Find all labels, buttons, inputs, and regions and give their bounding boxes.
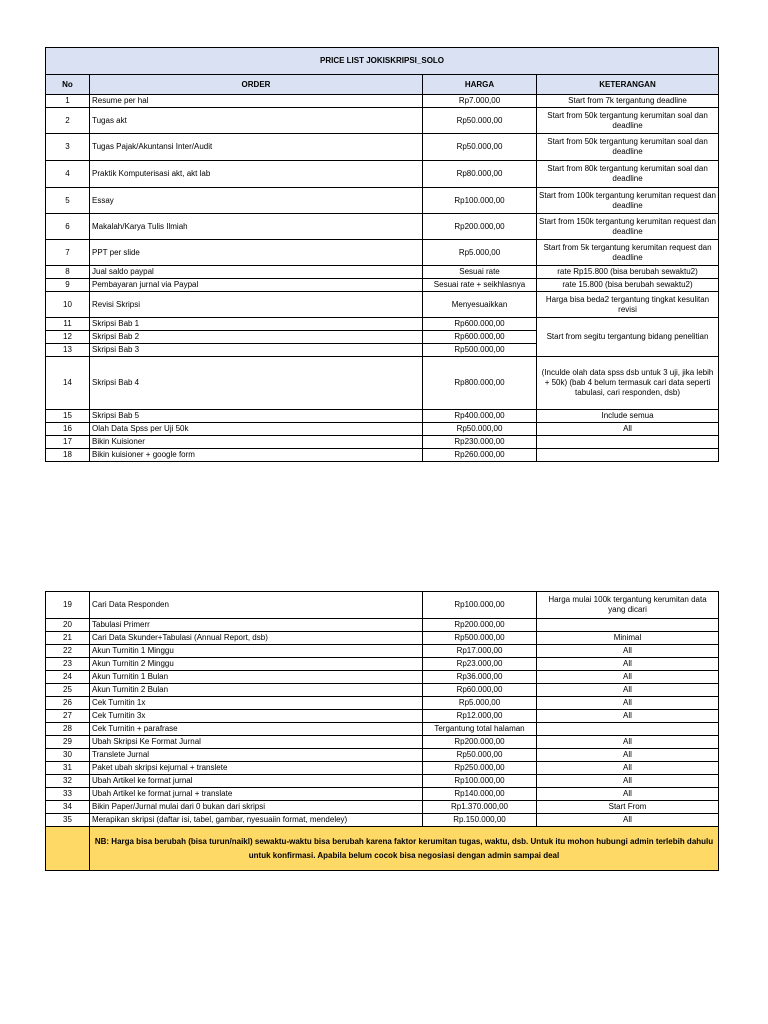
table-row (46, 632, 719, 645)
harga-cell: Rp12.000,00 (423, 710, 537, 723)
harga-cell: Rp5.000,00 (423, 697, 537, 710)
order-cell: Bikin Paper/Jurnal mulai dari 0 bukan dari skripsi (90, 801, 423, 814)
row-number: 14 (46, 357, 90, 410)
keterangan-cell: All (537, 749, 719, 762)
keterangan-cell: rate 15.800 (bisa berubah sewaktu2) (537, 279, 719, 292)
table-row (46, 801, 719, 814)
harga-cell: Rp600.000,00 (423, 331, 537, 344)
row-number: 20 (46, 619, 90, 632)
order-cell: Cari Data Skunder+Tabulasi (Annual Report, dsb) (90, 632, 423, 645)
row-number: 32 (46, 775, 90, 788)
harga-cell: Menyesuaikkan (423, 292, 537, 318)
row-number: 27 (46, 710, 90, 723)
order-cell: Tugas Pajak/Akuntansi Inter/Audit (90, 134, 423, 161)
harga-cell: Rp.150.000,00 (423, 814, 537, 827)
table-row (46, 449, 719, 462)
order-cell: Merapikan skripsi (daftar isi, tabel, gambar, nyesuaiin format, mendeley) (90, 814, 423, 827)
price-table-1 (45, 47, 719, 462)
row-number: 3 (46, 134, 90, 161)
keterangan-cell: All (537, 775, 719, 788)
harga-cell: Rp600.000,00 (423, 318, 537, 331)
keterangan-cell: All (537, 423, 719, 436)
keterangan-cell: (Inculde olah data spss dsb untuk 3 uji, jika lebih + 50k) (bab 4 belum termasuk cari data seperti tabulasi, cari responden, dsb) (537, 357, 719, 410)
price-table-2 (45, 591, 719, 871)
harga-cell: Rp260.000,00 (423, 449, 537, 462)
harga-cell: Rp50.000,00 (423, 134, 537, 161)
table-row (46, 736, 719, 749)
order-cell: Ubah Artikel ke format jurnal (90, 775, 423, 788)
order-cell: Akun Turnitin 1 Minggu (90, 645, 423, 658)
table-row (46, 188, 719, 214)
keterangan-cell (537, 723, 719, 736)
order-cell: Translete Jurnal (90, 749, 423, 762)
order-cell: Skripsi Bab 3 (90, 344, 423, 357)
order-cell: Olah Data Spss per Uji 50k (90, 423, 423, 436)
row-number: 7 (46, 240, 90, 266)
harga-cell: Tergantung total halaman (423, 723, 537, 736)
row-number: 8 (46, 266, 90, 279)
order-cell: Skripsi Bab 1 (90, 318, 423, 331)
order-cell: Akun Turnitin 1 Bulan (90, 671, 423, 684)
order-cell: Cek Turnitin 1x (90, 697, 423, 710)
table-row (46, 266, 719, 279)
keterangan-cell: Start from 5k tergantung kerumitan request dan deadline (537, 240, 719, 266)
row-number: 22 (46, 645, 90, 658)
keterangan-cell: All (537, 762, 719, 775)
row-number: 29 (46, 736, 90, 749)
order-cell: Skripsi Bab 2 (90, 331, 423, 344)
row-number: 21 (46, 632, 90, 645)
table-row (46, 410, 719, 423)
row-number: 16 (46, 423, 90, 436)
price-list-title: PRICE LIST JOKISKRIPSI_SOLO (46, 48, 719, 75)
keterangan-cell: Start from 80k tergantung kerumitan soal dan deadline (537, 161, 719, 188)
order-cell: Revisi Skripsi (90, 292, 423, 318)
keterangan-cell: All (537, 658, 719, 671)
keterangan-cell: All (537, 788, 719, 801)
table-row (46, 161, 719, 188)
row-number: 12 (46, 331, 90, 344)
order-cell: Akun Turnitin 2 Bulan (90, 684, 423, 697)
harga-cell: Rp50.000,00 (423, 108, 537, 134)
row-number: 23 (46, 658, 90, 671)
harga-cell: Rp200.000,00 (423, 619, 537, 632)
table-row (46, 292, 719, 318)
keterangan-cell: Start from 7k tergantung deadline (537, 95, 719, 108)
table-row (46, 723, 719, 736)
order-cell: Skripsi Bab 4 (90, 357, 423, 410)
harga-cell: Rp50.000,00 (423, 749, 537, 762)
keterangan-cell: Harga mulai 100k tergantung kerumitan data yang dicari (537, 592, 719, 619)
keterangan-cell: All (537, 814, 719, 827)
keterangan-cell: Start from 100k tergantung kerumitan request dan deadline (537, 188, 719, 214)
header-harga: HARGA (423, 75, 537, 95)
keterangan-cell (537, 449, 719, 462)
row-number: 2 (46, 108, 90, 134)
order-cell: Ubah Artikel ke format jurnal + translate (90, 788, 423, 801)
table-row (46, 619, 719, 632)
harga-cell: Rp100.000,00 (423, 775, 537, 788)
harga-cell: Rp50.000,00 (423, 423, 537, 436)
keterangan-cell: Start From (537, 801, 719, 814)
harga-cell: Rp7.000,00 (423, 95, 537, 108)
note-text: NB: Harga bisa berubah (bisa turun/naikl) sewaktu-waktu bisa berubah karena faktor kerumitan tugas, waktu, dsb. Untuk itu mohon hubungi admin terlebih dahulu untuk konfirmasi. Apabila belum cocok bisa negosiasi dengan admin sampai deal (90, 827, 719, 871)
keterangan-cell: All (537, 710, 719, 723)
row-number: 17 (46, 436, 90, 449)
harga-cell: Rp400.000,00 (423, 410, 537, 423)
table-row (46, 775, 719, 788)
order-cell: Tabulasi Primerr (90, 619, 423, 632)
row-number: 33 (46, 788, 90, 801)
harga-cell: Sesuai rate + seikhlasnya (423, 279, 537, 292)
table-row (46, 814, 719, 827)
harga-cell: Rp23.000,00 (423, 658, 537, 671)
keterangan-cell (537, 436, 719, 449)
keterangan-cell: Include semua (537, 410, 719, 423)
row-number: 31 (46, 762, 90, 775)
harga-cell: Rp500.000,00 (423, 632, 537, 645)
row-number: 35 (46, 814, 90, 827)
row-number: 28 (46, 723, 90, 736)
order-cell: Jual saldo paypal (90, 266, 423, 279)
harga-cell: Rp100.000,00 (423, 592, 537, 619)
harga-cell: Sesuai rate (423, 266, 537, 279)
row-number: 24 (46, 671, 90, 684)
keterangan-cell: rate Rp15.800 (bisa berubah sewaktu2) (537, 266, 719, 279)
order-cell: Tugas akt (90, 108, 423, 134)
order-cell: Cek Turnitin + parafrase (90, 723, 423, 736)
table-row (46, 762, 719, 775)
table-row (46, 710, 719, 723)
row-number: 5 (46, 188, 90, 214)
harga-cell: Rp230.000,00 (423, 436, 537, 449)
table-row (46, 318, 719, 331)
table-row (46, 697, 719, 710)
table-row (46, 436, 719, 449)
table-row (46, 95, 719, 108)
table-row (46, 214, 719, 240)
harga-cell: Rp100.000,00 (423, 188, 537, 214)
row-number: 18 (46, 449, 90, 462)
table-row (46, 658, 719, 671)
row-number: 19 (46, 592, 90, 619)
table-row (46, 645, 719, 658)
harga-cell: Rp140.000,00 (423, 788, 537, 801)
harga-cell: Rp17.000,00 (423, 645, 537, 658)
order-cell: Cari Data Responden (90, 592, 423, 619)
harga-cell: Rp1.370.000,00 (423, 801, 537, 814)
row-number: 6 (46, 214, 90, 240)
table-row (46, 279, 719, 292)
keterangan-cell: All (537, 671, 719, 684)
row-number: 25 (46, 684, 90, 697)
row-number: 10 (46, 292, 90, 318)
keterangan-cell: Start from 150k tergantung kerumitan request dan deadline (537, 214, 719, 240)
table-row (46, 684, 719, 697)
header-no: No (46, 75, 90, 95)
harga-cell: Rp200.000,00 (423, 736, 537, 749)
harga-cell: Rp800.000,00 (423, 357, 537, 410)
table-row (46, 592, 719, 619)
keterangan-cell: Start from segitu tergantung bidang penelitian (537, 318, 719, 357)
table-row (46, 749, 719, 762)
header-order: ORDER (90, 75, 423, 95)
harga-cell: Rp200.000,00 (423, 214, 537, 240)
table-row (46, 423, 719, 436)
keterangan-cell: Start from 50k tergantung kerumitan soal dan deadline (537, 108, 719, 134)
order-cell: Cek Turnitin 3x (90, 710, 423, 723)
harga-cell: Rp5.000,00 (423, 240, 537, 266)
table-row (46, 108, 719, 134)
keterangan-cell (537, 619, 719, 632)
row-number: 26 (46, 697, 90, 710)
order-cell: Akun Turnitin 2 Minggu (90, 658, 423, 671)
order-cell: Essay (90, 188, 423, 214)
order-cell: PPT per slide (90, 240, 423, 266)
table-row (46, 788, 719, 801)
harga-cell: Rp60.000,00 (423, 684, 537, 697)
row-number: 13 (46, 344, 90, 357)
table-row (46, 671, 719, 684)
order-cell: Paket ubah skripsi kejurnal + translete (90, 762, 423, 775)
table-row (46, 357, 719, 410)
order-cell: Praktik Komputerisasi akt, akt lab (90, 161, 423, 188)
harga-cell: Rp500.000,00 (423, 344, 537, 357)
row-number: 4 (46, 161, 90, 188)
row-number: 30 (46, 749, 90, 762)
order-cell: Bikin kuisioner + google form (90, 449, 423, 462)
order-cell: Bikin Kuisioner (90, 436, 423, 449)
order-cell: Skripsi Bab 5 (90, 410, 423, 423)
keterangan-cell: Start from 50k tergantung kerumitan soal dan deadline (537, 134, 719, 161)
row-number: 11 (46, 318, 90, 331)
keterangan-cell: All (537, 684, 719, 697)
row-number: 15 (46, 410, 90, 423)
keterangan-cell: All (537, 736, 719, 749)
harga-cell: Rp80.000,00 (423, 161, 537, 188)
keterangan-cell: Harga bisa beda2 tergantung tingkat kesulitan revisi (537, 292, 719, 318)
harga-cell: Rp250.000,00 (423, 762, 537, 775)
harga-cell: Rp36.000,00 (423, 671, 537, 684)
order-cell: Ubah Skripsi Ke Format Jurnal (90, 736, 423, 749)
order-cell: Makalah/Karya Tulis Ilmiah (90, 214, 423, 240)
row-number: 1 (46, 95, 90, 108)
order-cell: Pembayaran jurnal via Paypal (90, 279, 423, 292)
price-table-1-body (46, 95, 719, 462)
table-row (46, 240, 719, 266)
keterangan-cell: Minimal (537, 632, 719, 645)
header-keterangan: KETERANGAN (537, 75, 719, 95)
note-spacer-cell (46, 827, 90, 871)
keterangan-cell: All (537, 645, 719, 658)
price-table-2-body (46, 592, 719, 827)
keterangan-cell: All (537, 697, 719, 710)
table-row (46, 134, 719, 161)
row-number: 9 (46, 279, 90, 292)
order-cell: Resume per hal (90, 95, 423, 108)
row-number: 34 (46, 801, 90, 814)
